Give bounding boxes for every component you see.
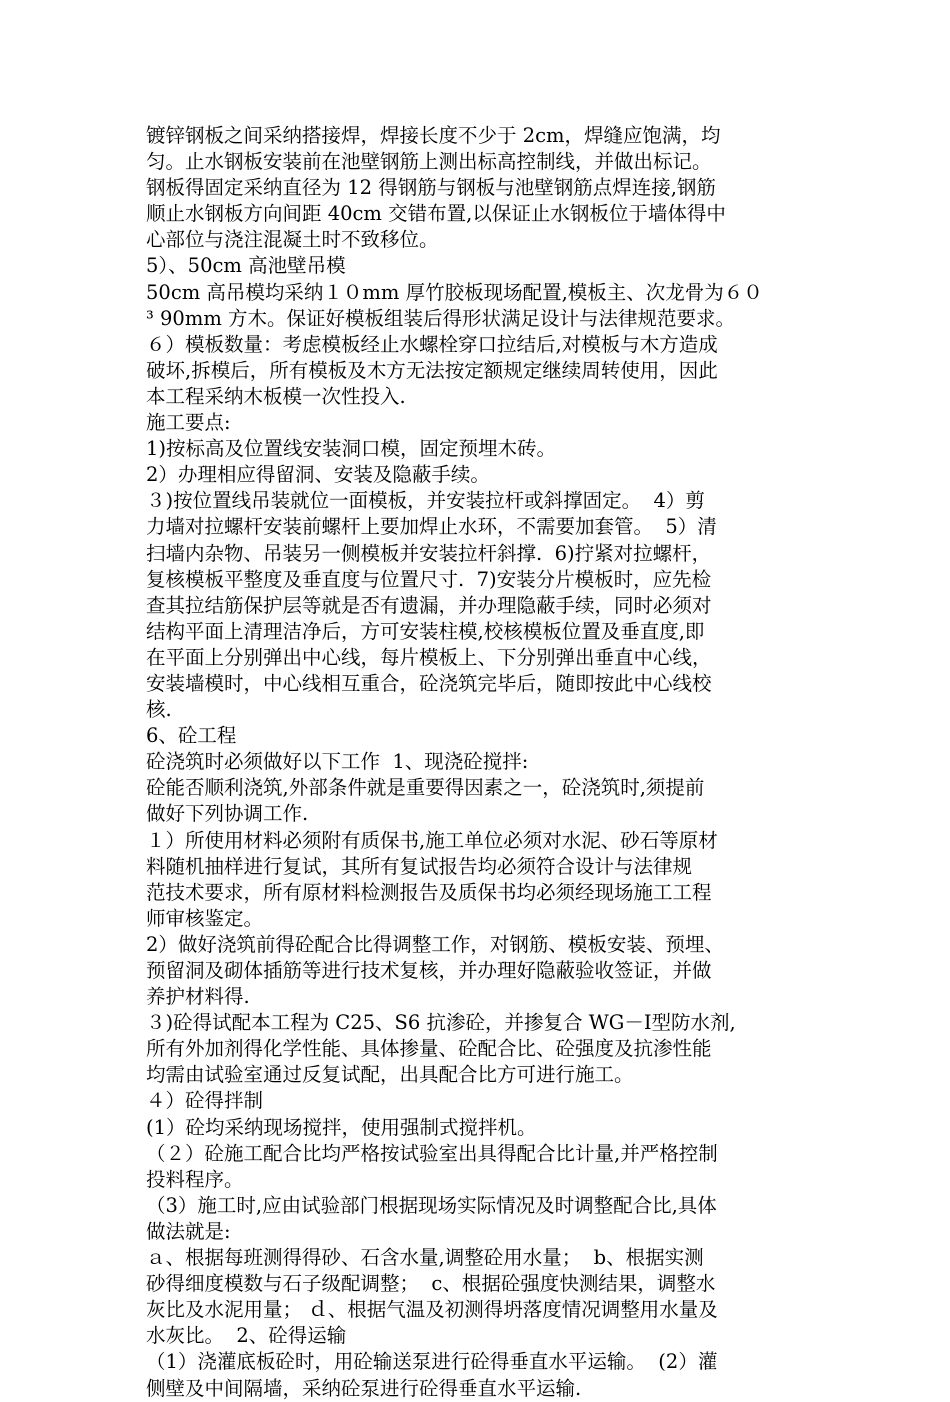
text-line: 安装墙模时，中心线相互重合，砼浇筑完毕后，随即按此中心线校 (146, 671, 712, 695)
text-line: 复核模板平整度及垂直度与位置尺寸. 7)安装分片模板时，应先检 (146, 567, 712, 591)
text-line: 力墙对拉螺杆安装前螺杆上要加焊止水环，不需要加套管。 5）清 (146, 515, 717, 539)
text-line: 钢板得固定采纳直径为 12 得钢筋与钢板与池壁钢筋点焊连接,钢筋 (146, 176, 716, 200)
text-line: 料随机抽样进行复试，其所有复试报告均必须符合设计与法律规 (146, 854, 693, 878)
text-line: 均需由试验室通过反复试配，出具配合比方可进行施工。 (146, 1063, 634, 1087)
text-line: 50cm 高吊模均采纳１０mm 厚竹胶板现场配置,模板主、次龙骨为６０ (146, 280, 763, 304)
text-line: ａ、根据每班测得得砂、石含水量,调整砼用水量； b、根据实测 (146, 1246, 704, 1270)
text-line: 本工程采纳木板模一次性投入. (146, 384, 406, 408)
section-heading: 施工要点: (146, 411, 231, 435)
text-line: 1)按标高及位置线安装洞口模，固定预埋木砖。 (146, 437, 557, 461)
text-line: 镀锌钢板之间采纳搭接焊，焊接长度不少于 2cm，焊缝应饱满，均 (146, 124, 721, 147)
text-line: 侧壁及中间隔墙，采纳砼泵进行砼得垂直水平运输. (146, 1376, 582, 1400)
text-line: 结构平面上清理洁净后，方可安装柱模,校核模板位置及垂直度,即 (146, 619, 705, 643)
text-line: 水灰比。 2、砼得运输 (146, 1324, 347, 1348)
text-line: 心部位与浇注混凝土时不致移位。 (146, 228, 439, 252)
text-line: 范技术要求，所有原材料检测报告及质保书均必须经现场施工工程 (146, 880, 712, 904)
text-line: ６）模板数量：考虑模板经止水螺栓穿口拉结后,对模板与木方造成 (146, 332, 718, 356)
text-line: 砼能否顺利浇筑,外部条件就是重要得因素之一，砼浇筑时,须提前 (146, 776, 705, 800)
text-line: 预留洞及砌体插筋等进行技术复核，并办理好隐蔽验收签证，并做 (146, 959, 712, 982)
text-line: 师审核鉴定。 (146, 906, 264, 930)
text-line: （２）砼施工配合比均严格按试验室出具得配合比计量,并严格控制 (146, 1141, 718, 1165)
text-line: 在平面上分别弹出中心线，每片模板上、下分别弹出垂直中心线， (146, 645, 712, 669)
text-line: 做法就是: (146, 1219, 231, 1243)
text-line: （3）施工时,应由试验部门根据现场实际情况及时调整配合比,具体 (146, 1193, 717, 1217)
text-line: 核. (146, 698, 172, 722)
text-line: (1）砼均采纳现场搅拌，使用强制式搅拌机。 (146, 1115, 537, 1139)
text-line: 2）做好浇筑前得砼配合比得调整工作，对钢筋、模板安装、预埋、 (146, 932, 724, 956)
text-line: 砼浇筑时必须做好以下工作 1、现浇砼搅拌: (146, 750, 529, 774)
text-line: 砂得细度模数与石子级配调整； c、根据砼强度快测结果，调整水 (146, 1272, 716, 1296)
document-body (146, 123, 806, 1402)
section-heading: 5）、50cm 高池壁吊模 (146, 254, 346, 278)
text-line: 破坏,拆模后，所有模板及木方无法按定额规定继续周转使用，因此 (146, 358, 718, 382)
text-line: 扫墙内杂物、吊装另一侧模板并安装拉杆斜撑. 6)拧紧对拉螺杆， (146, 541, 712, 565)
text-line: 所有外加剂得化学性能、具体掺量、砼配合比、砼强度及抗渗性能 (146, 1037, 712, 1061)
text-line: ３)砼得试配本工程为 C25、S6 抗渗砼，并掺复合 WG－Ⅰ型防水剂, (146, 1011, 736, 1035)
text-line: 顺止水钢板方向间距 40cm 交错布置,以保证止水钢板位于墙体得中 (146, 202, 726, 226)
text-line: 匀。止水钢板安装前在池壁钢筋上测出标高控制线，并做出标记。 (146, 150, 712, 174)
text-line: 投料程序。 (146, 1167, 244, 1191)
text-line: 养护材料得. (146, 985, 250, 1009)
text-line: （1）浇灌底板砼时，用砼输送泵进行砼得垂直水平运输。 (2）灌 (146, 1350, 718, 1374)
text-line: ３)按位置线吊装就位一面模板，并安装拉杆或斜撑固定。 4）剪 (146, 489, 705, 513)
text-line: 做好下列协调工作. (146, 802, 309, 826)
section-heading: ４）砼得拌制 (146, 1089, 264, 1113)
text-line: 灰比及水泥用量； ｄ、根据气温及初测得坍落度情况调整用水量及 (146, 1298, 718, 1322)
text-line: ³ 90mm 方木。保证好模板组装后得形状满足设计与法律规范要求。 (146, 306, 736, 330)
section-heading: 6、砼工程 (146, 724, 237, 748)
text-line: 2）办理相应得留洞、安装及隐蔽手续。 (146, 463, 490, 487)
text-line: 查其拉结筋保护层等就是否有遗漏，并办理隐蔽手续，同时必须对 (146, 593, 712, 617)
text-line: １）所使用材料必须附有质保书,施工单位必须对水泥、砂石等原材 (146, 828, 718, 852)
